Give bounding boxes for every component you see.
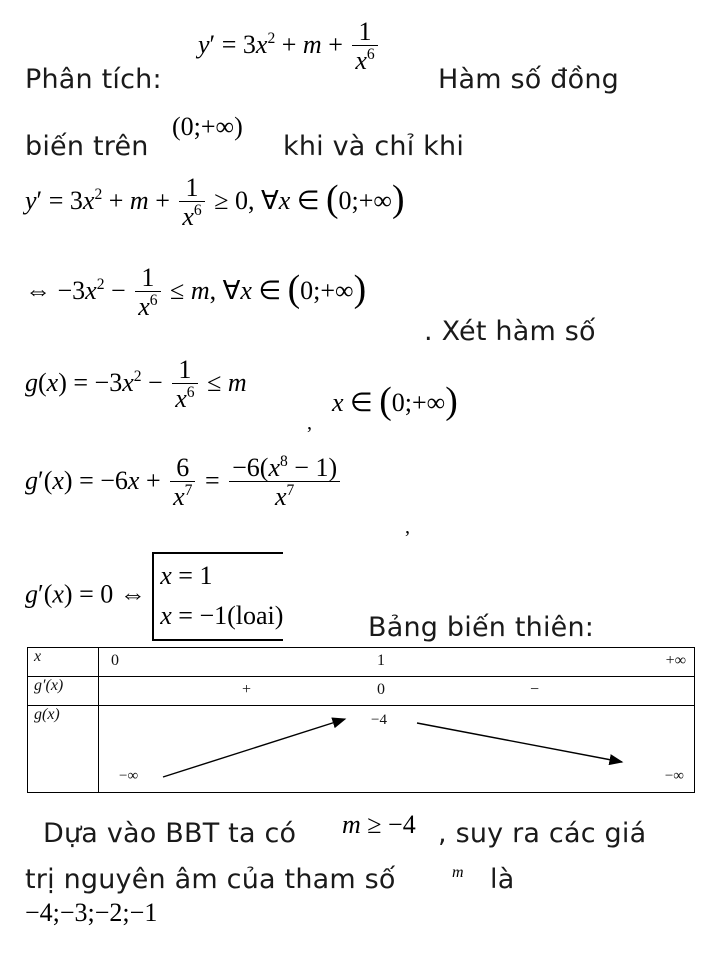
table-row-gprime	[28, 677, 695, 706]
inequality-2: ⇔ $-3x^2$ − $\frac{1}{x^6}$ ≤ m, ∀x ∈ (0;+∞)	[25, 263, 367, 322]
intro-line2: biến trên	[25, 131, 149, 162]
interval-open: (0;+∞)	[172, 112, 243, 141]
arrow-increasing	[163, 719, 345, 777]
g-val-right: −∞	[664, 768, 684, 784]
conclusion-line1-b: , suy ra các giá	[438, 818, 647, 849]
intro-text-after: Hàm số đồng	[438, 64, 620, 95]
param-m: m	[452, 864, 464, 881]
conclusion-line1-a: Dựa vào BBT ta có	[43, 818, 297, 849]
cell-x-label: x	[28, 648, 99, 677]
condition-m: m ≥ −4	[342, 810, 416, 839]
conclusion-line2-a: trị nguyên âm của tham số	[25, 864, 396, 895]
gprime-sign-plus: +	[242, 681, 252, 698]
root-2: x = −1(loai)	[160, 601, 284, 631]
comma-2: ,	[405, 516, 410, 538]
conclusion-line2-b: là	[490, 864, 515, 895]
root-1: x = 1	[160, 561, 213, 590]
gprime-zero: 0	[377, 681, 385, 698]
cell-g-label: g(x)	[28, 706, 99, 793]
variation-table	[27, 647, 695, 793]
x-val-0: 0	[111, 652, 119, 669]
cell-x-values	[99, 648, 695, 677]
cell-gprime-values	[99, 677, 695, 706]
variation-arrows	[99, 706, 659, 793]
roots-system: g′(x) = 0 ⇔ x = 1 x = −1(loai)	[25, 552, 283, 641]
inequality-1: $y' = 3x^2 + m$ + $\frac{1}{x^6}$ ≥ 0, ∀x ∈ (0;+∞)	[25, 173, 405, 232]
x-val-1: 1	[377, 652, 385, 669]
cell-g-values	[99, 706, 695, 793]
comma-1: ,	[307, 412, 312, 434]
function-g-def: $g(x) = -3x^2$ − $\frac{1}{x^6}$ ≤ m	[25, 355, 247, 414]
answer-values: −4;−3;−2;−1	[25, 898, 158, 927]
x-val-inf: +∞	[665, 652, 686, 669]
derivative-g: g′(x) = −6x + $\frac{6}{x^7}$ = $\frac{-6(x^8 - 1)}{x^7}$	[25, 454, 343, 512]
cell-gprime-label: g′(x)	[28, 677, 99, 706]
domain-g: x ∈ (0;+∞)	[332, 380, 458, 422]
derivative-y: $y' = 3x^2 + m$ + $\frac{1}{x^6}$	[198, 18, 381, 76]
bbt-label: Bảng biến thiên:	[368, 612, 595, 643]
table-row-g	[28, 706, 695, 793]
g-val-max: −4	[371, 712, 387, 728]
consider-function: . Xét hàm số	[424, 316, 596, 347]
table-row-x	[28, 648, 695, 677]
analysis-label: Phân tích:	[25, 64, 162, 95]
gprime-sign-minus: −	[530, 681, 540, 698]
g-val-left: −∞	[119, 768, 139, 784]
intro-line2-tail: khi và chỉ khi	[283, 131, 465, 162]
arrow-decreasing	[417, 723, 622, 762]
